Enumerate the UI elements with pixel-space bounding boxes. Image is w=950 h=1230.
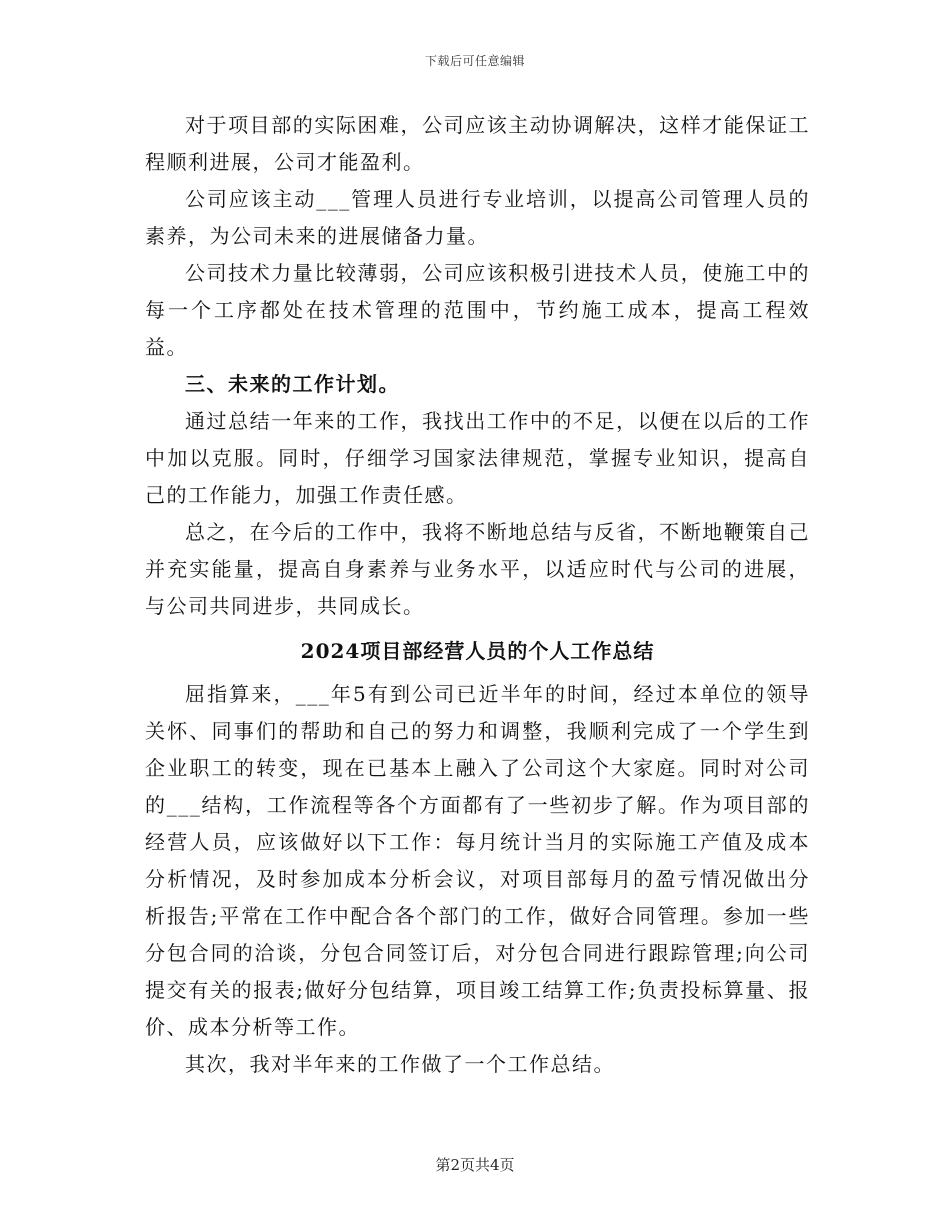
document-body: [145, 107, 810, 1083]
paragraph: 公司应该主动___管理人员进行专业培训，以提高公司管理人员的素养，为公司未来的进展储备力量。: [145, 187, 810, 248]
paragraph: 公司技术力量比较薄弱，公司应该积极引进技术人员，使施工中的每一个工序都处在技术管理的范围中，节约施工成本，提高工程效益。: [145, 261, 810, 359]
paragraph: 总之，在今后的工作中，我将不断地总结与反省，不断地鞭策自己并充实能量，提高自身素养与业务水平，以适应时代与公司的进展，与公司共同进步，共同成长。: [145, 520, 810, 618]
document-title: 2024项目部经营人员的个人工作总结: [300, 639, 655, 663]
paragraph: 通过总结一年来的工作，我找出工作中的不足，以便在以后的工作中加以克服。同时，仔细学习国家法律规范，掌握专业知识，提高自己的工作能力，加强工作责任感。: [145, 409, 810, 507]
paragraph: 其次，我对半年来的工作做了一个工作总结。: [185, 1052, 615, 1076]
section-heading: 三、未来的工作计划。: [185, 372, 400, 396]
paragraph: 对于项目部的实际困难，公司应该主动协调解决，这样才能保证工程顺利进展，公司才能盈利。: [145, 113, 810, 174]
paragraph: 屈指算来，___年5有到公司已近半年的时间，经过本单位的领导关怀、同事们的帮助和自己的努力和调整，我顺利完成了一个学生到企业职工的转变，现在已基本上融入了公司这个大家庭。同时对公司的___结构，工作流程等各个方面都有了一些初步了解。作为项目部的经营人员，应该做好以下工作：每月统计当月的实际施工产值及成本分析情况，及时参加成本分析会议，对项目部每月的盈亏情况做出分析报告;平常在工作中配合各个部门的工作，做好合同管理。参加一些分包合同的洽谈，分包合同签订后，对分包合同进行跟踪管理;向公司提交有关的报表;做好分包结算，项目竣工结算工作;负责投标算量、报价、成本分析等工作。: [145, 682, 810, 1039]
page-header: 下载后可任意编辑: [424, 54, 525, 68]
page-number: 第2页共4页: [435, 1156, 515, 1174]
